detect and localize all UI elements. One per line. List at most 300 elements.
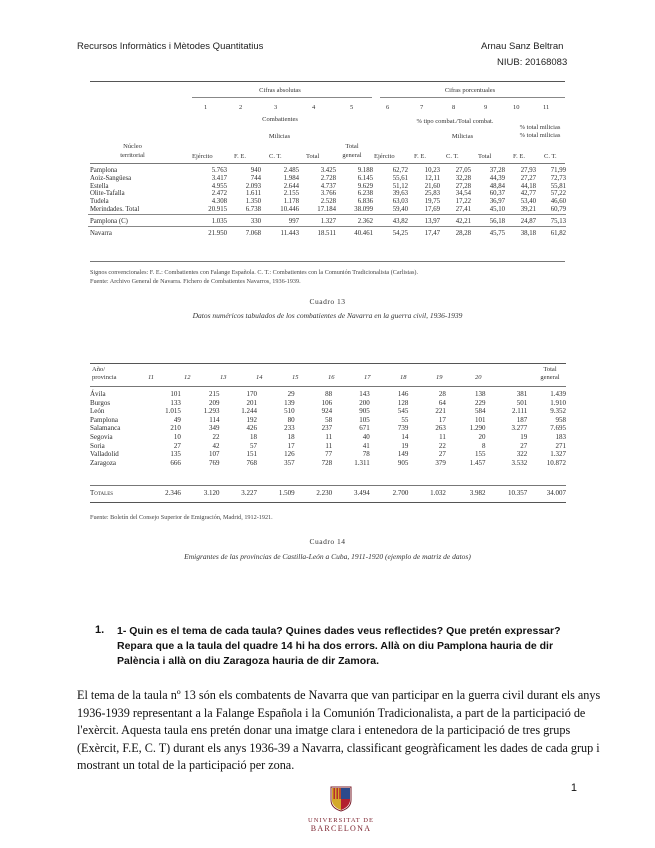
t13-cell: 27,28: [455, 182, 471, 190]
t13-colnum: 1: [204, 104, 208, 111]
question-number: 1.: [95, 624, 105, 636]
t13-cell: 2.485: [283, 167, 299, 174]
t13-col-label: Total: [478, 153, 492, 160]
t14-cell: 40: [362, 432, 370, 441]
t13-head-nucleo: Núcleo: [123, 143, 142, 150]
t13-caption: Cuadro 13: [309, 297, 346, 306]
t14-row-label: Soria: [90, 441, 105, 450]
t13-row-label: Olite-Tafalla: [90, 190, 125, 198]
t13-head-total-general2: general: [342, 152, 362, 159]
t13-cell: 2.093: [245, 182, 261, 190]
t14-row: [88, 442, 566, 451]
t14-totals-rule: [90, 485, 566, 486]
t13-cell: 27,05: [455, 167, 471, 174]
t14-cell: 20: [478, 432, 486, 441]
t13-cell: 940: [250, 167, 261, 174]
t13-cell: 25,83: [424, 190, 440, 198]
t13-col-label: F. E.: [234, 153, 246, 160]
t14-cell: 769: [208, 458, 220, 467]
t14-cell: 221: [435, 407, 446, 416]
t14-year: 13: [220, 374, 227, 381]
t14-row: [88, 424, 566, 433]
t13-row: [88, 167, 566, 175]
t13-cell: 37,28: [489, 167, 505, 174]
t14-row-label: Ávila: [90, 390, 106, 398]
t13-cell: 42,77: [520, 190, 536, 198]
t14-total-cell: 1.509: [278, 489, 295, 497]
t13-row: [88, 175, 566, 183]
t13-cell: 744: [250, 174, 261, 182]
t13-cell: 36,97: [489, 198, 505, 206]
t14-totals-label: Totales: [90, 489, 114, 497]
t14-cell: 728: [321, 458, 333, 467]
t13-cell: 42,21: [455, 217, 471, 225]
t14-cell: 3.277: [511, 424, 528, 433]
t13-cell: 6.738: [245, 205, 261, 213]
logo-text-line2: BARCELONA: [310, 824, 372, 833]
t14-cell: 10.872: [546, 458, 566, 467]
t13-head-tipo: % tipo combat./Total combat.: [416, 118, 494, 125]
t13-head-absolutes: Cifras absolutas: [259, 87, 301, 94]
t14-total-cell: 1.032: [430, 489, 446, 497]
t14-row: [88, 416, 566, 425]
t13-cell: 330: [250, 217, 261, 225]
t13-head-total-general: Total: [345, 143, 359, 150]
t13-cell: 39,21: [520, 205, 536, 213]
t13-cell: 4.308: [211, 198, 227, 206]
t14-cell: 501: [516, 398, 528, 407]
t13-cell: 60,37: [489, 190, 505, 198]
t14-cell: 18: [250, 432, 258, 441]
t14-row: [88, 407, 566, 416]
t14-row-label: Salamanca: [90, 424, 121, 433]
t14-cell: 138: [475, 390, 486, 398]
t13-cell: 71,99: [550, 167, 566, 174]
university-crest-icon: [330, 786, 352, 812]
t13-row-label: Merindades. Total: [90, 205, 140, 213]
t14-year: 11: [148, 374, 155, 381]
t13-head-porcentuales: Cifras porcentuales: [444, 87, 496, 94]
t13-cell: 2.728: [320, 174, 336, 182]
t14-cell: 80: [287, 415, 295, 424]
t13-head-combatientes: Combatientes: [262, 116, 298, 123]
t14-cell: 905: [359, 407, 370, 416]
t14-header-rule: [90, 386, 566, 387]
t13-note-signos: Signos convencionales: F. E.: Combatientes con Falange Española. C. T.: Combatientes con la Comunión Tradicionalista (Carlistas).: [90, 269, 419, 276]
t13-head-pct-total2: % total milicias: [519, 132, 561, 139]
t13-cell: 45,75: [489, 229, 505, 237]
t13-col-label: C. T.: [544, 153, 557, 160]
university-logo: [296, 786, 386, 833]
t14-cell: 107: [208, 450, 220, 459]
t13-cell: 1.035: [211, 217, 227, 225]
t13-head-milicias: Milicias: [268, 133, 291, 140]
t14-cell: 379: [435, 458, 446, 467]
t13-row-label: Pamplona: [90, 167, 118, 174]
t14-cell: 9.352: [550, 407, 566, 416]
t14-cell: 58: [325, 415, 333, 424]
t13-colnum: 2: [239, 104, 243, 111]
t14-cell: 19: [401, 441, 409, 450]
t13-col-label: F. E.: [414, 153, 426, 160]
t13-colnum: 5: [350, 104, 354, 111]
t14-cell: 768: [246, 458, 258, 467]
t13-note-fuente: Fuente: Archivo General de Navarra. Fichero de Combatientes Navarros, 1936-1939.: [90, 278, 301, 285]
t13-cell: 17.184: [317, 205, 336, 213]
t13-cell: 63,03: [392, 198, 408, 206]
t14-cell: 14: [401, 432, 409, 441]
t13-row-label: Navarra: [90, 229, 112, 237]
t13-cell: 48,84: [489, 182, 505, 190]
t14-subtitle: Emigrantes de las provincias de Castilla-León a Cuba, 1911-1920 (ejemplo de matriz de datos): [184, 552, 471, 561]
t13-cell: 2.472: [211, 190, 227, 198]
t13-cell: 1.178: [283, 198, 299, 206]
t14-cell: 27: [438, 450, 446, 459]
t14-cell: 958: [555, 415, 566, 424]
t14-caption: Cuadro 14: [309, 537, 346, 546]
t14-head-ano: Año/: [92, 366, 105, 373]
t14-cell: 133: [170, 398, 181, 407]
t14-cell: 1.244: [241, 407, 258, 416]
t13-cell: 2.644: [283, 182, 299, 190]
t14-cell: 88: [325, 390, 333, 398]
t13-row-label: Estella: [90, 182, 109, 190]
t13-colnum: 10: [513, 104, 520, 111]
t14-cell: 2.111: [512, 407, 528, 416]
t13-cell: 75,13: [550, 217, 566, 225]
t14-cell: 510: [284, 407, 295, 416]
t13-cell: 1.327: [320, 217, 336, 225]
t14-cell: 149: [397, 450, 409, 459]
t13-cell: 38.099: [354, 205, 373, 213]
t13-cell: 61,82: [550, 229, 566, 237]
t14-cell: 584: [475, 407, 486, 416]
t14-cell: 128: [397, 398, 409, 407]
t13-cell: 2.528: [320, 198, 336, 206]
t14-cell: 11: [325, 441, 333, 450]
t14-row: [88, 399, 566, 408]
t13-row-label: Tudela: [90, 198, 109, 206]
t14-cell: 19: [520, 432, 528, 441]
t14-total-cell: 2.700: [392, 489, 409, 497]
logo-text-line1: UNIVERSITAT DE: [308, 817, 374, 824]
t13-cell: 56,18: [489, 217, 505, 225]
t14-cell: 357: [284, 458, 295, 467]
table14-body: [88, 390, 566, 467]
t13-colnum: 9: [484, 104, 488, 111]
t14-cell: 271: [555, 441, 566, 450]
t13-colnum: 4: [312, 104, 316, 111]
t14-cell: 11: [325, 432, 333, 441]
t14-cell: 22: [212, 432, 220, 441]
t13-cell: 57,22: [550, 190, 566, 198]
t14-year: 19: [436, 374, 443, 381]
t13-cell: 3.417: [211, 174, 227, 182]
t14-row-label: León: [90, 407, 105, 416]
t13-cell: 17,47: [424, 229, 440, 237]
t14-total-cell: 10.357: [508, 489, 528, 497]
t14-cell: 55: [401, 415, 409, 424]
t14-totals-row: [88, 489, 566, 498]
t14-cell: 545: [397, 407, 409, 416]
t13-cell: 4.737: [320, 182, 336, 190]
t14-total-cell: 2.230: [316, 489, 333, 497]
t13-col-label: C. T.: [269, 153, 282, 160]
t14-cell: 7.695: [550, 424, 566, 433]
t13-row: [88, 190, 566, 198]
t14-total-cell: 3.494: [353, 489, 370, 497]
t14-head-total: Total: [543, 366, 557, 373]
t14-cell: 210: [170, 424, 181, 433]
t13-row: [88, 214, 566, 226]
t14-head-general: general: [540, 374, 560, 381]
t14-cell: 1.015: [165, 407, 181, 416]
doc-header-author: Arnau Sanz Beltran: [481, 41, 564, 52]
t13-cell: 10,23: [424, 167, 440, 174]
table14-totals: [88, 489, 566, 498]
t13-cell: 17,22: [455, 198, 471, 206]
t14-head-provincia: provincia: [92, 374, 117, 381]
t13-cell: 43,82: [392, 217, 408, 225]
t13-colnum: 6: [386, 104, 390, 111]
t14-cell: 1.439: [550, 390, 566, 398]
t14-year: 15: [292, 374, 299, 381]
t14-cell: 10: [173, 432, 181, 441]
t13-cell: 1.984: [283, 174, 299, 182]
t14-cell: 106: [321, 398, 333, 407]
t14-row-label: Zaragoza: [90, 458, 117, 467]
t13-cell: 62,72: [392, 167, 408, 174]
t13-row: [88, 183, 566, 191]
t13-row: [88, 206, 566, 214]
t13-cell: 12,11: [424, 174, 440, 182]
t13-row: [88, 198, 566, 206]
t13-cell: 5.763: [211, 167, 227, 174]
t13-cell: 27,93: [520, 167, 536, 174]
t14-cell: 381: [516, 390, 528, 398]
t13-colnum: 8: [452, 104, 456, 111]
doc-header-left: Recursos Informàtics i Mètodes Quantitatius: [77, 41, 264, 52]
t13-cell: 72,73: [550, 174, 566, 182]
t13-row: [88, 226, 566, 237]
t14-cell: 263: [435, 424, 446, 433]
t14-total-cell: 2.346: [165, 489, 181, 497]
t14-cell: 155: [475, 450, 486, 459]
t13-cell: 6.145: [357, 174, 373, 182]
t14-cell: 27: [173, 441, 181, 450]
t14-row-label: Segovia: [90, 432, 113, 441]
t14-cell: 42: [212, 441, 220, 450]
t13-cell: 20.915: [208, 205, 227, 213]
t14-source: Fuente: Boletín del Consejo Superior de Emigración, Madrid, 1912-1921.: [90, 514, 273, 521]
t13-header-rule: [90, 163, 565, 164]
t13-cell: 38,18: [520, 229, 536, 237]
t14-cell: 114: [209, 415, 220, 424]
t13-cell: 7.068: [245, 229, 261, 237]
t14-cell: 64: [438, 398, 446, 407]
t14-cell: 426: [246, 424, 258, 433]
t13-rule: [192, 97, 372, 98]
t14-top-rule: [90, 363, 566, 364]
t14-cell: 29: [287, 390, 295, 398]
t14-cell: 666: [170, 458, 181, 467]
t14-total-cell: 3.982: [469, 489, 486, 497]
t13-cell: 51,12: [392, 182, 408, 190]
t14-total-cell: 3.227: [241, 489, 258, 497]
t13-colnum: 11: [543, 104, 550, 111]
t13-col-label: Total: [306, 153, 320, 160]
t14-cell: 229: [475, 398, 486, 407]
t14-cell: 143: [359, 390, 370, 398]
t14-row-label: Burgos: [90, 398, 111, 407]
t13-cell: 1.611: [245, 190, 261, 198]
t13-cell: 3.766: [320, 190, 336, 198]
t13-cell: 9.188: [357, 167, 373, 174]
t14-cell: 77: [325, 450, 333, 459]
t13-cell: 18.511: [317, 229, 336, 237]
t14-cell: 201: [246, 398, 258, 407]
t14-cell: 11: [439, 432, 446, 441]
t14-cell: 905: [397, 458, 409, 467]
t14-cell: 237: [321, 424, 333, 433]
t13-rule: [380, 97, 565, 98]
t13-colnum: 3: [274, 104, 278, 111]
t14-cell: 126: [284, 450, 295, 459]
t13-cell: 32,28: [455, 174, 471, 182]
t14-cell: 135: [170, 450, 181, 459]
t14-row: [88, 390, 566, 399]
t13-cell: 9.629: [357, 182, 373, 190]
t13-cell: 55,81: [550, 182, 566, 190]
t13-cell: 6.238: [357, 190, 373, 198]
t13-cell: 44,39: [489, 174, 505, 182]
t14-cell: 151: [246, 450, 258, 459]
t14-cell: 146: [397, 390, 409, 398]
t14-row: [88, 450, 566, 459]
t14-year: 18: [400, 374, 407, 381]
t13-subtitle: Datos numéricos tabulados de los combatientes de Navarra en la guerra civil, 1936-1939: [192, 311, 463, 320]
t14-row-label: Valladolid: [90, 450, 119, 459]
t13-cell: 997: [288, 217, 299, 225]
t14-row: [88, 459, 566, 468]
t13-cell: 24,87: [520, 217, 536, 225]
t13-cell: 11.443: [280, 229, 299, 237]
t14-row-label: Pamplona: [90, 415, 118, 424]
t14-cell: 215: [208, 390, 220, 398]
question-text: 1- Quin es el tema de cada taula? Quines dades veus reflectides? Que pretén expressar? Repara que a la taula del quadre 14 hi ha dos errors. Allà on diu Pamplona hauria de dir Palència i allà on diu Zaragoza hauria de dir Zamora.: [117, 625, 561, 667]
t13-cell: 2.362: [357, 217, 373, 225]
t13-cell: 44,18: [520, 182, 536, 190]
t14-cell: 41: [362, 441, 370, 450]
t13-cell: 1.350: [245, 198, 261, 206]
t14-cell: 101: [170, 390, 181, 398]
answer-paragraph: El tema de la taula nº 13 són els combatents de Navarra que van participar en la guerra civil durant els anys 1936-1939 representant a la Falange Española i la Comunión Tradicionalista, a part de la participació de l'exèrcit. Aquesta taula ens pretén donar una imatge clara i entenedora de la participació de tres grups (Exèrcit, F.E, C. T) durant els anys 1936-39 a Navarra, classificant geogràficament les dades de cada grup i mostrant un total de la participació per zona.: [77, 688, 601, 772]
t14-cell: 1.311: [354, 458, 370, 467]
t13-cell: 39,63: [392, 190, 408, 198]
t14-cell: 1.293: [203, 407, 220, 416]
t14-year: 20: [475, 374, 482, 381]
t13-cell: 53,40: [520, 198, 536, 206]
t14-cell: 57: [250, 441, 258, 450]
t13-cell: 21,60: [424, 182, 440, 190]
t14-year: 14: [256, 374, 263, 381]
t14-bottom-rule: [90, 502, 566, 503]
t13-cell: 54,25: [392, 229, 408, 237]
t14-cell: 28: [438, 390, 446, 398]
t14-cell: 349: [208, 424, 220, 433]
t13-cell: 17,69: [424, 205, 440, 213]
t13-cell: 55,61: [392, 174, 408, 182]
t14-cell: 17: [438, 415, 446, 424]
t14-cell: 27: [520, 441, 528, 450]
t14-cell: 49: [173, 415, 181, 424]
table13-body: [88, 167, 566, 237]
t13-cell: 19,75: [424, 198, 440, 206]
t14-total-cell: 34.007: [546, 489, 566, 497]
t14-cell: 1.910: [550, 398, 566, 407]
t13-col-label: C. T.: [446, 153, 459, 160]
t14-cell: 192: [246, 415, 258, 424]
t14-cell: 105: [359, 415, 370, 424]
t13-cell: 40.461: [354, 229, 373, 237]
t14-cell: 924: [321, 407, 333, 416]
t13-cell: 45,10: [489, 205, 505, 213]
t14-year: 12: [184, 374, 191, 381]
t13-cell: 2.155: [283, 190, 299, 198]
t13-col-label: Ejército: [374, 153, 395, 160]
t14-cell: 739: [397, 424, 409, 433]
t13-colnum: 7: [420, 104, 424, 111]
t13-cell: 4.955: [211, 182, 227, 190]
t14-cell: 3.532: [511, 458, 528, 467]
t13-cell: 46,60: [550, 198, 566, 206]
t13-cell: 59,40: [392, 205, 408, 213]
t13-cell: 27,27: [520, 174, 536, 182]
t14-year: 16: [328, 374, 335, 381]
t13-cell: 6.836: [357, 198, 373, 206]
t13-head-milicias2: Milicias: [451, 133, 474, 140]
t13-bottom-rule: [90, 261, 565, 262]
t14-year: 17: [364, 374, 371, 381]
t14-cell: 1.327: [550, 450, 566, 459]
doc-header-niub: NIUB: 20168083: [497, 57, 568, 68]
t14-cell: 187: [516, 415, 528, 424]
t14-cell: 322: [516, 450, 528, 459]
t14-cell: 233: [284, 424, 295, 433]
t14-cell: 22: [438, 441, 446, 450]
t14-cell: 139: [284, 398, 295, 407]
t13-col-label: F. E.: [513, 153, 525, 160]
t14-row: [88, 433, 566, 442]
table13-top-rule: [90, 81, 565, 82]
t13-head-territorial: territorial: [120, 152, 145, 159]
t14-cell: 183: [555, 432, 566, 441]
t14-cell: 1.290: [469, 424, 486, 433]
t13-col-label: Ejército: [192, 153, 213, 160]
t13-cell: 3.425: [320, 167, 336, 174]
t14-cell: 78: [362, 450, 370, 459]
t14-cell: 170: [246, 390, 258, 398]
t14-cell: 671: [359, 424, 370, 433]
t14-cell: 17: [287, 441, 295, 450]
t13-cell: 60,79: [550, 205, 566, 213]
t14-cell: 209: [208, 398, 220, 407]
t13-row-label: Aoiz-Sangüesa: [90, 174, 132, 182]
t13-cell: 28,28: [455, 229, 471, 237]
t13-cell: 13,97: [424, 217, 440, 225]
t13-cell: 10.446: [280, 205, 299, 213]
page-number: 1: [570, 782, 577, 794]
